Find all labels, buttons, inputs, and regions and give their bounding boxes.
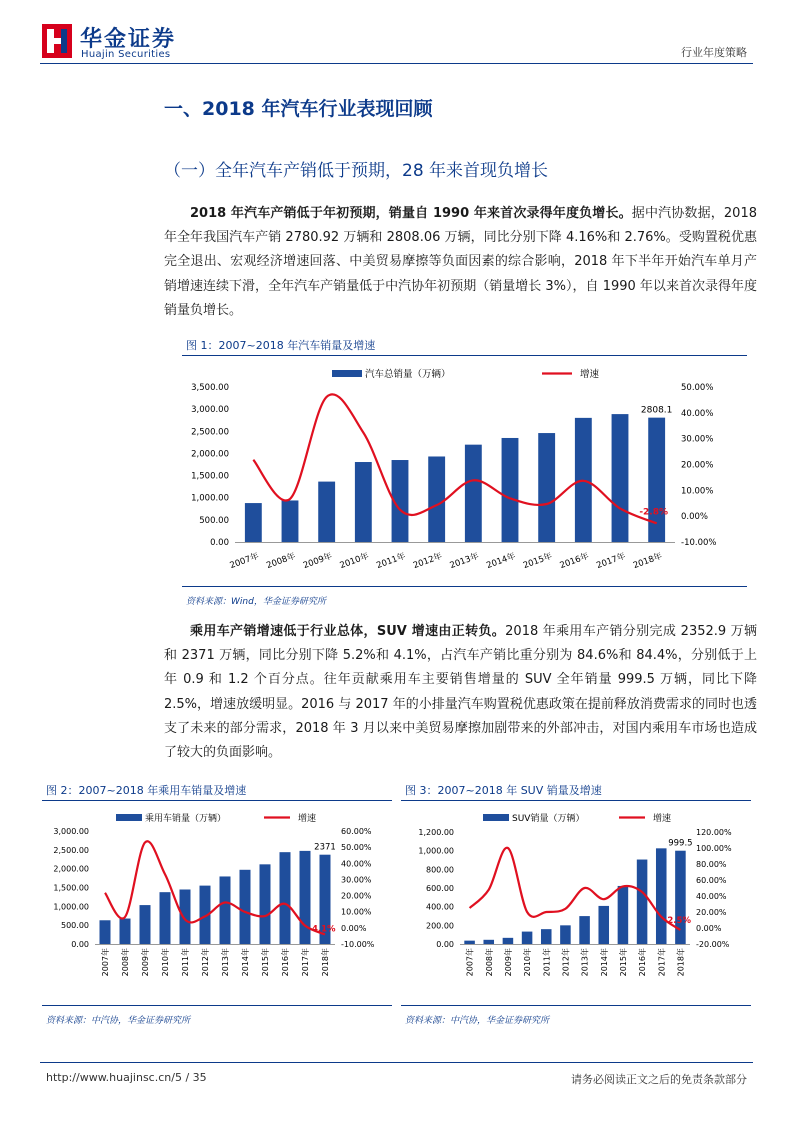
left-axis-tick-label: 2,500.00 bbox=[191, 427, 229, 438]
left-axis-tick-label: 0.00 bbox=[436, 940, 454, 949]
bar-2008年 bbox=[120, 919, 131, 944]
left-axis-tick-label: 2,000.00 bbox=[53, 864, 89, 874]
x-axis-tick-label: 2014年 bbox=[599, 948, 609, 977]
left-axis-tick-label: 500.00 bbox=[199, 515, 229, 526]
legend-bar-swatch bbox=[483, 814, 509, 821]
x-axis-tick-label: 2008年 bbox=[265, 551, 298, 572]
figure-3-bottom-rule bbox=[401, 1005, 751, 1006]
left-axis-tick-label: 1,000.00 bbox=[191, 493, 229, 504]
bar-2016年 bbox=[280, 852, 291, 944]
bar-2014年 bbox=[598, 906, 609, 944]
bar-2017年 bbox=[612, 414, 629, 542]
figure-2-chart bbox=[42, 803, 392, 1003]
x-axis-tick-label: 2015年 bbox=[261, 948, 270, 977]
figure-2-title-rule bbox=[42, 800, 392, 801]
left-axis-tick-label: 1,200.00 bbox=[418, 828, 454, 837]
growth-rate-line bbox=[105, 841, 325, 934]
x-axis-tick-label: 2009年 bbox=[141, 948, 150, 977]
brand-name: 华金证券 bbox=[80, 27, 177, 52]
x-axis-tick-label: 2010年 bbox=[338, 551, 371, 572]
right-axis-tick-label: 60.00% bbox=[696, 876, 727, 885]
left-axis-tick-label: 2,000.00 bbox=[191, 449, 229, 460]
bar-2012年 bbox=[560, 925, 571, 944]
right-axis-tick-label: 20.00% bbox=[341, 891, 372, 901]
left-axis-tick-label: 0.00 bbox=[210, 538, 229, 548]
right-axis-tick-label: 30.00% bbox=[681, 434, 714, 445]
x-axis-tick-label: 2016年 bbox=[558, 551, 591, 572]
x-axis-tick-label: 2007年 bbox=[465, 948, 475, 977]
x-axis-tick-label: 2016年 bbox=[638, 948, 648, 977]
bar-2013年 bbox=[579, 916, 590, 944]
x-axis-tick-label: 2018年 bbox=[631, 551, 664, 572]
x-axis-tick-label: 2012年 bbox=[561, 948, 571, 977]
bar-2011年 bbox=[180, 889, 191, 944]
legend-line-label: 增速 bbox=[298, 814, 317, 824]
right-axis-tick-label: 40.00% bbox=[341, 859, 372, 869]
bar-2009年 bbox=[503, 938, 514, 944]
bar-2010年 bbox=[522, 932, 533, 944]
right-axis-tick-label: 40.00% bbox=[681, 408, 714, 419]
paragraph-passenger-cars bbox=[164, 620, 757, 765]
left-axis-tick-label: 400.00 bbox=[426, 902, 454, 912]
figure-2-title: 图 2：2007~2018 年乘用车销量及增速 bbox=[46, 784, 247, 797]
x-axis-tick-label: 2007年 bbox=[101, 948, 110, 977]
figure-1-title-rule bbox=[182, 355, 747, 356]
left-axis-tick-label: 200.00 bbox=[426, 921, 454, 931]
header-divider bbox=[40, 63, 753, 64]
footer-url[interactable]: http://www.huajinsc.cn/5 / 35 bbox=[46, 1071, 207, 1084]
bar-2013年 bbox=[220, 876, 231, 944]
left-axis-tick-label: 0.00 bbox=[71, 940, 89, 949]
x-axis-tick-label: 2011年 bbox=[542, 948, 552, 977]
x-axis-tick-label: 2017年 bbox=[657, 948, 667, 977]
legend-bar-label: 乘用车销量（万辆） bbox=[145, 814, 227, 824]
x-axis-tick-label: 2013年 bbox=[580, 948, 590, 977]
paragraph-lead: 2018 年汽车产销低于年初预期，销量自 1990 年来首次录得年度负增长。 bbox=[190, 206, 632, 221]
right-axis-tick-label: -10.00% bbox=[681, 538, 717, 548]
right-axis-tick-label: 50.00% bbox=[341, 843, 372, 853]
x-axis-tick-label: 2018年 bbox=[321, 948, 330, 977]
x-axis-tick-label: 2013年 bbox=[221, 948, 230, 977]
bar-2008年 bbox=[282, 500, 299, 542]
left-axis-tick-label: 2,500.00 bbox=[53, 845, 89, 855]
figure-2-source: 资料来源：中汽协，华金证券研究所 bbox=[46, 1016, 191, 1026]
bar-2015年 bbox=[260, 864, 271, 944]
right-axis-tick-label: 100.00% bbox=[696, 844, 732, 853]
x-axis-tick-label: 2012年 bbox=[411, 551, 444, 572]
x-axis-tick-label: 2009年 bbox=[503, 948, 513, 977]
x-axis-tick-label: 2011年 bbox=[375, 551, 408, 572]
right-axis-tick-label: 40.00% bbox=[696, 892, 727, 901]
growth-rate-line bbox=[470, 848, 681, 930]
paragraph-lead: 乘用车产销增速低于行业总体，SUV 增速由正转负。 bbox=[190, 624, 506, 639]
legend-bar-swatch bbox=[332, 370, 362, 377]
x-axis-tick-label: 2007年 bbox=[228, 551, 261, 572]
bar-2008年 bbox=[483, 940, 494, 944]
bar-2018年 bbox=[675, 851, 686, 944]
left-axis-tick-label: 1,000.00 bbox=[418, 846, 454, 856]
figure-1-source: 资料来源：Wind，华金证券研究所 bbox=[186, 597, 326, 607]
x-axis-tick-label: 2015年 bbox=[618, 948, 628, 977]
right-axis-tick-label: 10.00% bbox=[681, 486, 714, 497]
right-axis-tick-label: 0.00% bbox=[341, 923, 367, 933]
footer-disclaimer: 请务必阅读正文之后的免责条款部分 bbox=[571, 1073, 747, 1086]
paragraph-body: 据中汽协数据，2018 年全年我国汽车产销 2780.92 万辆和 2808.06 万辆，同比分别下降 4.16%和 2.76%。受购置税优惠完全退出、宏观经济增速回落、中美贸易摩擦等负面因素的综合影响，2018 年下半年开始汽车单月产销增速连续下滑，全年汽车产销量低于中汽协年初预期（销量增长 3%），自 1990 年以来首次录得年度销量负增长。 bbox=[164, 206, 757, 318]
growth-rate-line bbox=[253, 394, 656, 523]
figure-3-chart bbox=[401, 803, 751, 1003]
right-axis-tick-label: 0.00% bbox=[696, 924, 722, 933]
section-heading: 一、2018 年汽车行业表现回顾 bbox=[164, 98, 433, 120]
legend-line-label: 增速 bbox=[653, 814, 672, 824]
subsection-heading: （一）全年汽车产销低于预期，28 年来首现负增长 bbox=[164, 161, 549, 181]
left-axis-tick-label: 1,000.00 bbox=[53, 902, 89, 912]
legend-bar-swatch bbox=[116, 814, 142, 821]
right-axis-tick-label: 10.00% bbox=[341, 907, 372, 917]
x-axis-tick-label: 2017年 bbox=[595, 551, 628, 572]
bar-2014年 bbox=[240, 870, 251, 944]
right-axis-tick-label: 50.00% bbox=[681, 383, 714, 393]
left-axis-tick-label: 3,000.00 bbox=[191, 405, 229, 416]
figure-3-title: 图 3：2007~2018 年 SUV 销量及增速 bbox=[405, 784, 602, 797]
left-axis-tick-label: 3,500.00 bbox=[191, 383, 229, 393]
bar-2009年 bbox=[140, 905, 151, 944]
last-bar-value-label: 999.5 bbox=[668, 838, 693, 849]
bar-2010年 bbox=[355, 462, 372, 542]
right-axis-tick-label: -10.00% bbox=[341, 940, 375, 949]
paragraph-body: 2018 年乘用车产销分别完成 2352.9 万辆和 2371 万辆，同比分别下降 5.2%和 4.1%，占汽车产销比重分别为 84.6%和 84.4%，分别低于上年 0.9 和 1.2 个百分点。往年贡献乘用车主要销售增量的 SUV 全年销量 999.5 万辆，同比下降 2.5%，增速放缓明显。2016 与 2017 年的小排量汽车购置税优惠政策在提前释放消费需求的同时也透支了未来的部分需求，2018 年 3 月以来中美贸易摩擦加剧带来的外部冲击，对国内乘用车市场也造成了较大的负面影响。 bbox=[164, 624, 757, 761]
legend-bar-label: 汽车总销量（万辆） bbox=[365, 369, 451, 380]
left-axis-tick-label: 3,000.00 bbox=[53, 827, 89, 836]
right-axis-tick-label: 30.00% bbox=[341, 875, 372, 885]
left-axis-tick-label: 1,500.00 bbox=[53, 883, 89, 893]
x-axis-tick-label: 2011年 bbox=[181, 948, 190, 977]
right-axis-tick-label: 60.00% bbox=[341, 827, 372, 836]
huajin-logo-icon bbox=[42, 24, 72, 58]
figure-3-source: 资料来源：中汽协，华金证券研究所 bbox=[405, 1016, 550, 1026]
last-bar-value-label: 2371 bbox=[314, 842, 336, 853]
right-axis-tick-label: 120.00% bbox=[696, 828, 732, 837]
bar-2016年 bbox=[637, 860, 648, 944]
bar-2014年 bbox=[502, 438, 519, 542]
x-axis-tick-label: 2012年 bbox=[201, 948, 210, 977]
brand-english-name: Huajin Securities bbox=[81, 49, 171, 60]
bar-2007年 bbox=[100, 920, 111, 944]
right-axis-tick-label: 20.00% bbox=[696, 908, 727, 917]
figure-1-bottom-rule bbox=[182, 586, 747, 587]
legend-line-label: 增速 bbox=[580, 369, 600, 380]
bar-2013年 bbox=[465, 445, 482, 542]
last-growth-value-label: -2.8% bbox=[639, 507, 669, 518]
document-type: 行业年度策略 bbox=[681, 46, 747, 59]
left-axis-tick-label: 800.00 bbox=[426, 865, 454, 875]
right-axis-tick-label: 0.00% bbox=[681, 512, 709, 523]
right-axis-tick-label: -20.00% bbox=[696, 940, 730, 949]
figure-3-title-rule bbox=[401, 800, 751, 801]
x-axis-tick-label: 2014年 bbox=[241, 948, 250, 977]
bar-2011年 bbox=[541, 929, 552, 944]
bar-2015年 bbox=[538, 433, 555, 542]
bar-2015年 bbox=[618, 886, 629, 944]
x-axis-tick-label: 2008年 bbox=[121, 948, 130, 977]
x-axis-tick-label: 2008年 bbox=[484, 948, 494, 977]
figure-1-title: 图 1：2007~2018 年汽车销量及增速 bbox=[186, 339, 376, 352]
last-growth-value-label: -2.5% bbox=[663, 915, 691, 926]
right-axis-tick-label: 20.00% bbox=[681, 460, 714, 471]
x-axis-tick-label: 2018年 bbox=[676, 948, 686, 977]
paragraph-sales-overview bbox=[164, 202, 757, 323]
figure-1-chart bbox=[182, 358, 747, 583]
x-axis-tick-label: 2014年 bbox=[485, 551, 518, 572]
x-axis-tick-label: 2010年 bbox=[161, 948, 170, 977]
left-axis-tick-label: 1,500.00 bbox=[191, 471, 229, 482]
bar-2007年 bbox=[245, 503, 262, 542]
legend-bar-label: SUV销量（万辆） bbox=[512, 814, 585, 824]
last-bar-value-label: 2808.1 bbox=[640, 405, 673, 416]
bar-2017年 bbox=[656, 848, 667, 944]
footer-divider bbox=[40, 1062, 753, 1063]
x-axis-tick-label: 2016年 bbox=[281, 948, 290, 977]
x-axis-tick-label: 2015年 bbox=[521, 551, 554, 572]
bar-2007年 bbox=[464, 941, 475, 944]
bar-2009年 bbox=[318, 482, 335, 542]
x-axis-tick-label: 2009年 bbox=[301, 551, 334, 572]
figure-2-bottom-rule bbox=[42, 1005, 392, 1006]
left-axis-tick-label: 600.00 bbox=[426, 884, 454, 893]
x-axis-tick-label: 2013年 bbox=[448, 551, 481, 572]
right-axis-tick-label: 80.00% bbox=[696, 860, 727, 869]
x-axis-tick-label: 2010年 bbox=[523, 948, 533, 977]
bar-2010年 bbox=[160, 892, 171, 944]
bar-2012年 bbox=[428, 456, 445, 542]
left-axis-tick-label: 500.00 bbox=[61, 921, 89, 931]
x-axis-tick-label: 2017年 bbox=[301, 948, 310, 977]
last-growth-value-label: -4.1% bbox=[308, 924, 336, 935]
